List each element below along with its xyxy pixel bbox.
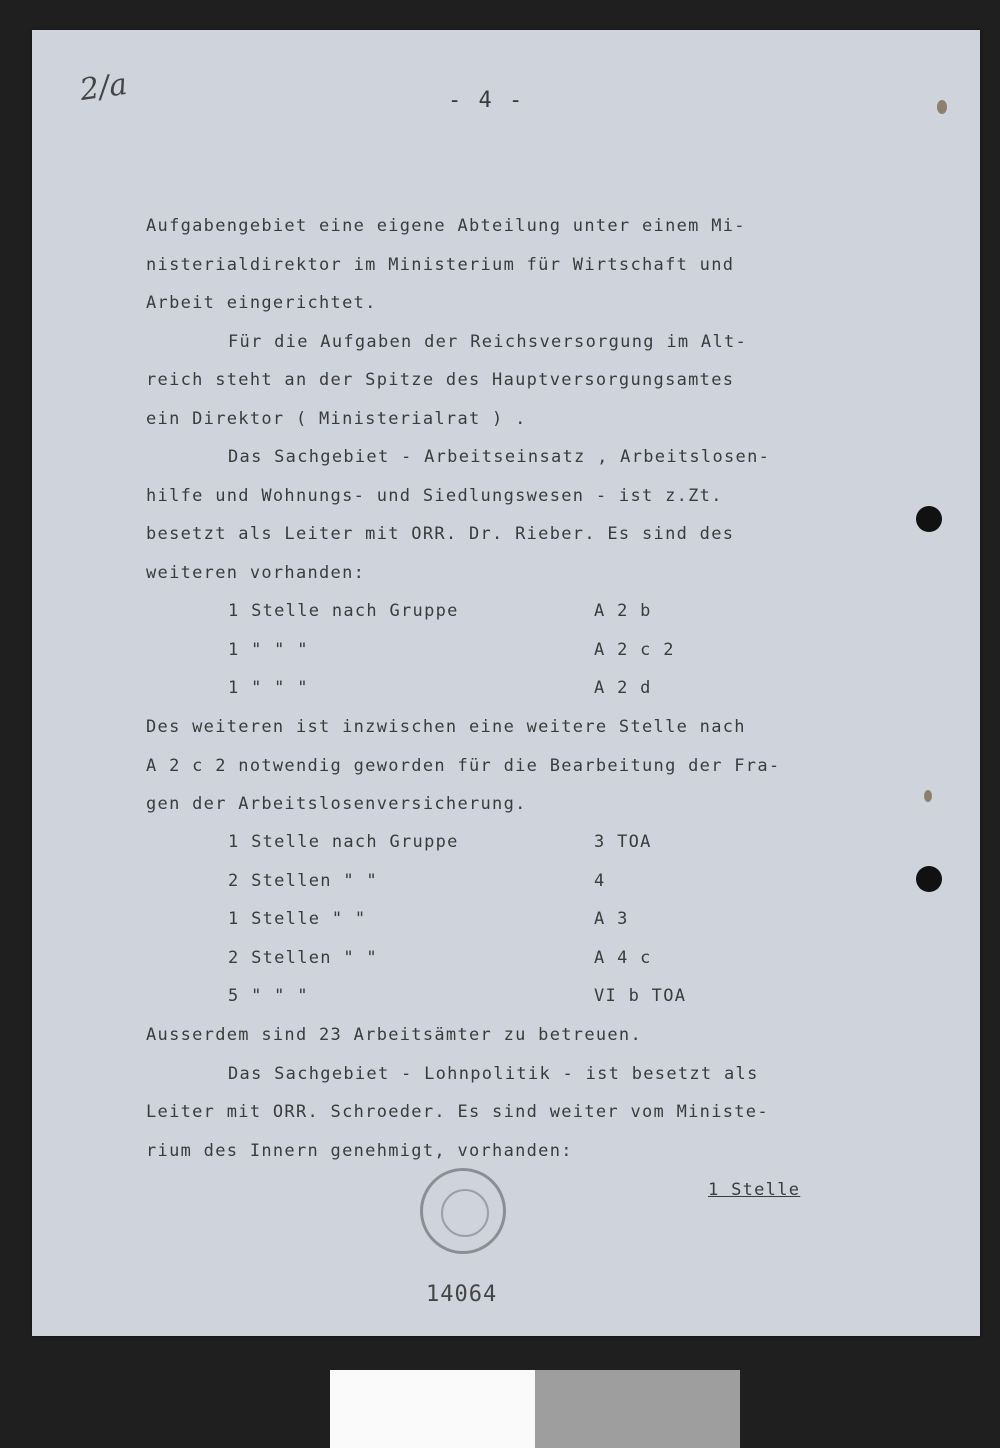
text-line: Das Sachgebiet - Arbeitseinsatz , Arbeitslosen- [228, 447, 771, 467]
text-line: hilfe und Wohnungs- und Siedlungswesen - ist z.Zt. [146, 486, 723, 506]
text-line: nisterialdirektor im Ministerium für Wirtschaft und [146, 255, 735, 275]
grade-entry: A 2 b [594, 601, 652, 621]
position-entry: 1 Stelle " " [228, 909, 367, 929]
text-line: Das Sachgebiet - Lohnpolitik - ist besetzt als [228, 1064, 759, 1084]
text-line: ein Direktor ( Ministerialrat ) . [146, 409, 527, 429]
text-line: Leiter mit ORR. Schroeder. Es sind weiter vom Ministe- [146, 1102, 769, 1122]
text-line: Des weiteren ist inzwischen eine weitere Stelle nach [146, 717, 746, 737]
page-number: - 4 - [448, 88, 525, 113]
text-line: Ausserdem sind 23 Arbeitsämter zu betreuen. [146, 1025, 642, 1045]
grade-entry: 3 TOA [594, 832, 652, 852]
grade-entry: VI b TOA [594, 986, 687, 1006]
position-entry: 1 Stelle nach Gruppe [228, 832, 459, 852]
color-calibration-gray [535, 1370, 740, 1448]
text-line: Für die Aufgaben der Reichsversorgung im Alt- [228, 332, 748, 352]
grade-entry: A 2 c 2 [594, 640, 675, 660]
position-entry: 2 Stellen " " [228, 871, 378, 891]
archive-number: 14064 [426, 1282, 498, 1307]
position-entry: 1 Stelle nach Gruppe [228, 601, 459, 621]
stain-mark [937, 100, 947, 114]
archive-stamp [420, 1168, 506, 1254]
punch-hole [916, 506, 942, 532]
position-entry: 5 " " " [228, 986, 309, 1006]
text-line: gen der Arbeitslosenversicherung. [146, 794, 527, 814]
handwritten-annotation: 2/a [77, 66, 130, 109]
text-line: weiteren vorhanden: [146, 563, 366, 583]
grade-entry: 4 [594, 871, 606, 891]
stain-mark [924, 790, 932, 802]
grade-entry: A 3 [594, 909, 629, 929]
text-line: Aufgabengebiet eine eigene Abteilung unter einem Mi- [146, 216, 746, 236]
text-line: besetzt als Leiter mit ORR. Dr. Rieber. Es sind des [146, 524, 735, 544]
position-entry: 1 " " " [228, 640, 309, 660]
grade-entry: A 2 d [594, 678, 652, 698]
text-line: rium des Innern genehmigt, vorhanden: [146, 1141, 573, 1161]
closing-item: 1 Stelle [708, 1180, 801, 1200]
color-calibration-white [330, 1370, 535, 1448]
position-entry: 1 " " " [228, 678, 309, 698]
punch-hole [916, 866, 942, 892]
grade-entry: A 4 c [594, 948, 652, 968]
position-entry: 2 Stellen " " [228, 948, 378, 968]
text-line: Arbeit eingerichtet. [146, 293, 377, 313]
text-line: reich steht an der Spitze des Hauptversorgungsamtes [146, 370, 735, 390]
text-line: A 2 c 2 notwendig geworden für die Bearbeitung der Fra- [146, 756, 781, 776]
